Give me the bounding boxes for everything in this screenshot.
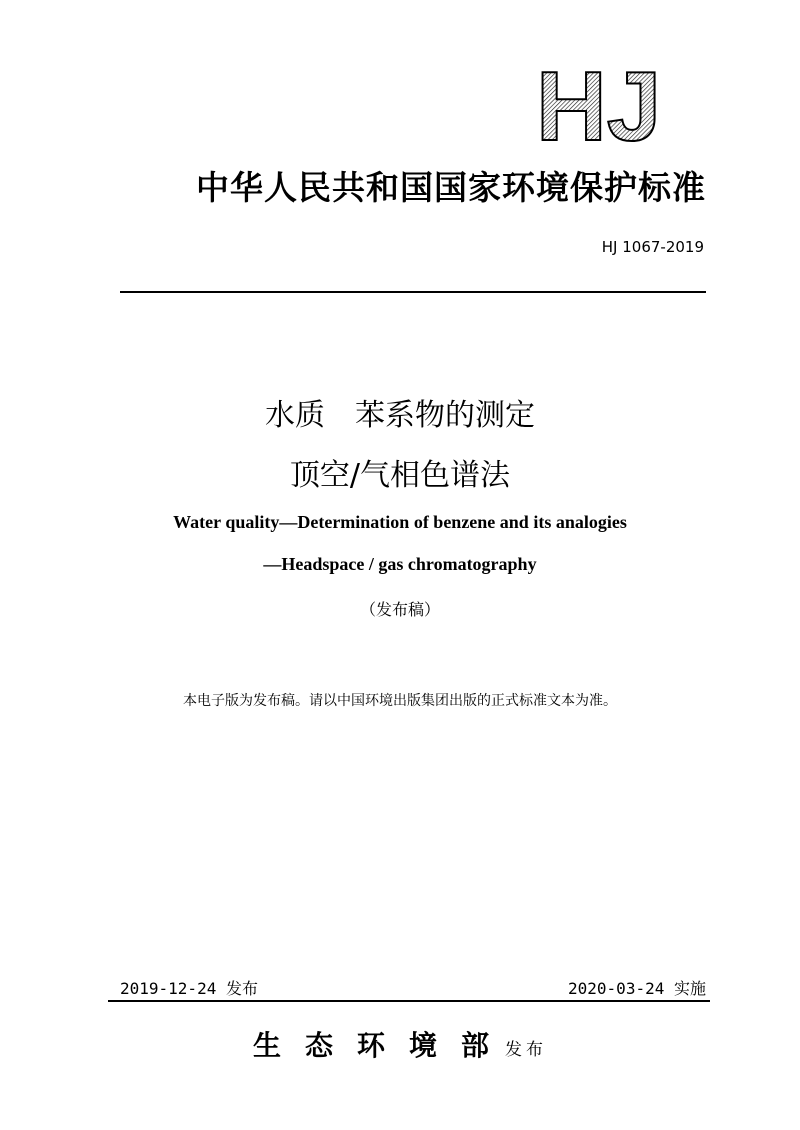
svg-text:HJ: HJ	[536, 62, 662, 146]
issue-date-suffix: 发布	[225, 979, 258, 998]
issue-date-value: 2019-12-24	[120, 979, 217, 998]
standard-type-heading: 中华人民共和国国家环境保护标准	[196, 168, 706, 207]
top-divider	[120, 291, 706, 293]
bottom-divider	[108, 1000, 710, 1002]
title-chinese-line-1: 水质 苯系物的测定	[265, 398, 535, 433]
title-chinese-line-2: 顶空/气相色谱法	[289, 458, 511, 493]
title-english-line-1: Water quality—Determination of benzene and its analogies	[173, 512, 627, 532]
electronic-version-notice: 本电子版为发布稿。请以中国环境出版集团出版的正式标准文本为准。	[183, 693, 617, 709]
hj-logo	[536, 62, 696, 146]
issuer-suffix: 发布	[505, 1040, 547, 1060]
implementation-date-value: 2020-03-24	[568, 979, 665, 998]
issue-date	[120, 976, 258, 999]
implementation-date	[568, 976, 706, 999]
standard-number: HJ 1067-2019	[601, 238, 704, 256]
implementation-date-suffix: 实施	[673, 979, 706, 998]
issuer-name: 生态环境部	[252, 1029, 513, 1062]
issuer-row	[0, 1024, 800, 1064]
title-english-line-2: —Headspace / gas chromatography	[263, 554, 537, 574]
draft-label: （发布稿）	[359, 600, 440, 619]
